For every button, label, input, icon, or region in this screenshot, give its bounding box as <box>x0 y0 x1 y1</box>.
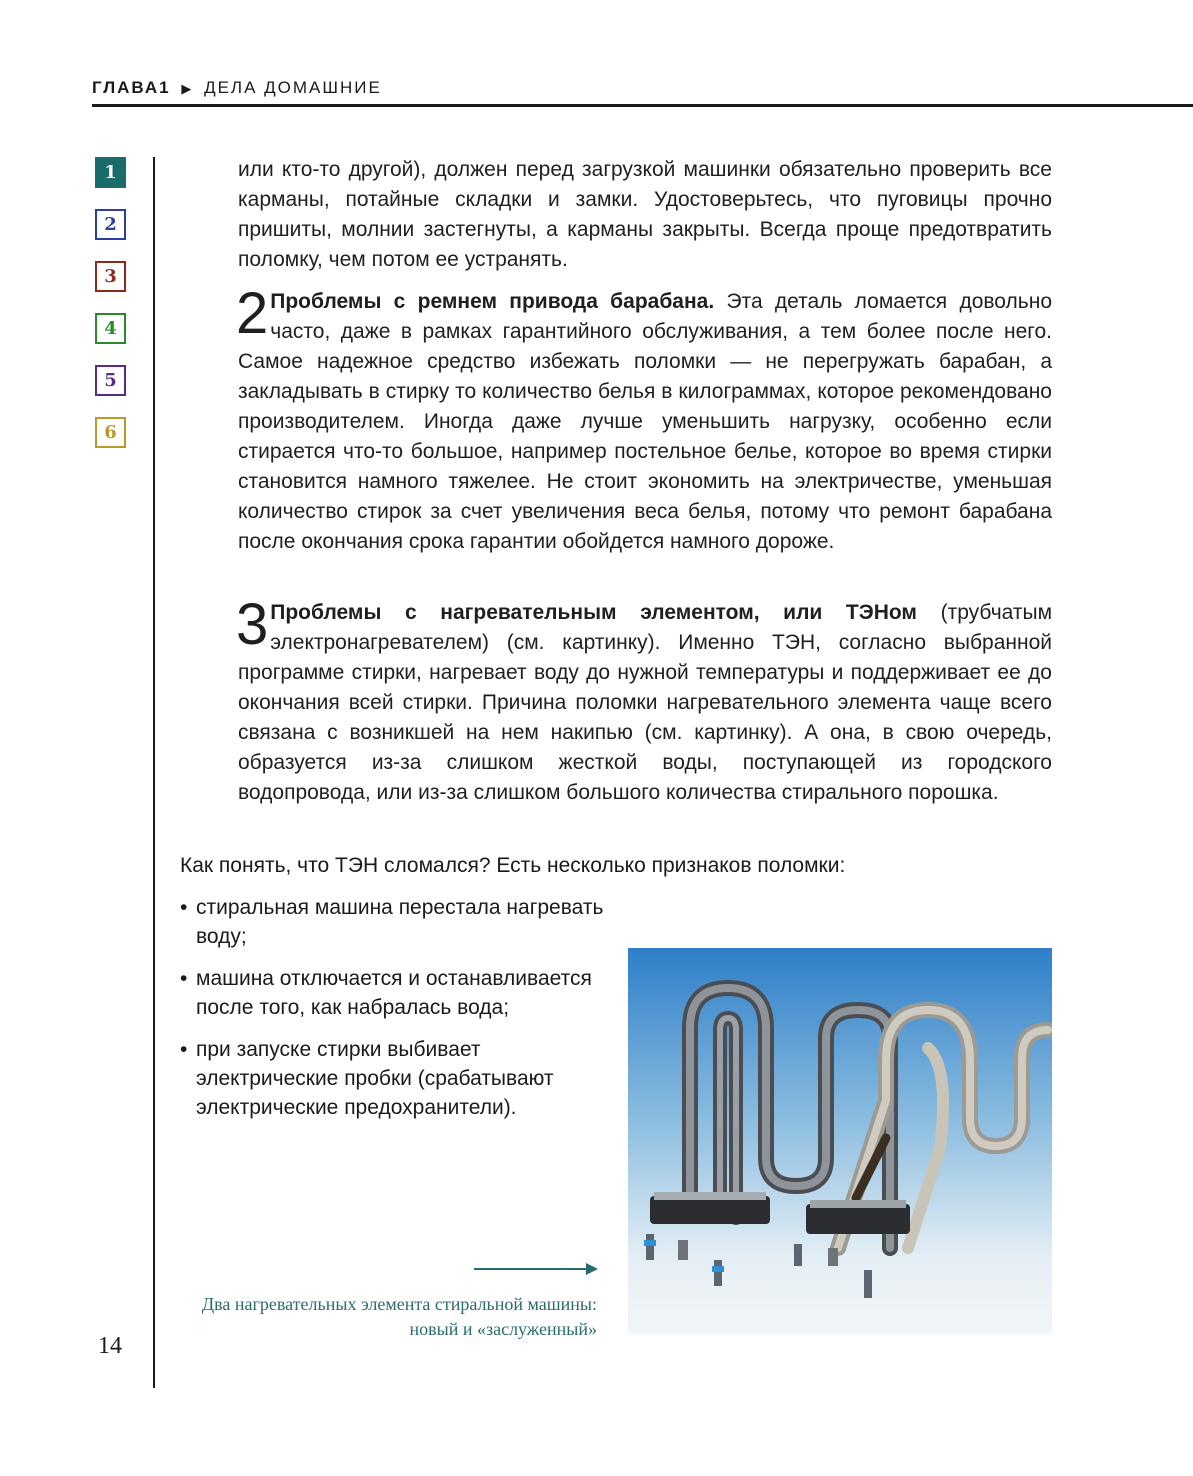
bullet-icon: • <box>180 967 188 990</box>
list-item-text: при запуске стирки выбивает электрические пробки (срабатывают электрические предохранители). <box>196 1038 554 1119</box>
chapter-tab-5[interactable] <box>95 365 126 396</box>
chapter-tab-2[interactable] <box>95 209 126 240</box>
tab-label: 3 <box>104 266 117 287</box>
symptom-list <box>180 893 610 1135</box>
chapter-label: ГЛАВА1 <box>92 78 171 97</box>
paragraph-text: Эта деталь ломается довольно часто, даже в рамках гарантийного обслуживания, а тем более после него. Самое надежное средство избежать поломки — не перегружать барабан, а закладывать в стирку то количество белья в килограммах, которое рекомендовано производителем. Иногда даже лучше уменьшить нагрузку, особенно если стирается что-то большое, например постельное белье, которое во время стирки становится намного тяжелее. Не стоит экономить на электричестве, уменьшая количество стирок за счет увеличения веса белья, потому что ремонт барабана после окончания срока гарантии обойдется намного дороже. <box>238 290 1052 553</box>
page-number: 14 <box>98 1333 122 1359</box>
list-item-text: стиральная машина перестала нагревать воду; <box>196 896 604 948</box>
dropcap-2: 2 <box>236 281 269 346</box>
running-header <box>92 78 382 98</box>
paragraph-lead: Проблемы с нагревательным элементом, или ТЭНом <box>270 601 917 624</box>
paragraph-text: (трубчатым электронагревателем) (см. картинку). Именно ТЭН, согласно выбранной программе стирки, нагревает воду до нужной температуры и поддерживает ее до окончания всей стирки. Причина поломки нагревательного элемента чаще всего связана с возникшей на нем накипью (см. картинку). А она, в свою очередь, образуется из-за слишком жесткой воды, поступающей из городского водопровода, или из-за слишком большого количества стирального порошка. <box>238 601 1053 804</box>
photo-caption: Два нагревательных элемента стиральной машины: новый и «заслуженный» <box>201 1294 597 1339</box>
chapter-tab-1[interactable] <box>95 157 126 188</box>
paragraph-heating-element <box>236 592 1053 808</box>
list-item <box>180 1035 610 1122</box>
chapter-tabs <box>95 157 126 469</box>
tab-label: 4 <box>104 318 117 339</box>
chapter-tab-3[interactable] <box>95 261 126 292</box>
margin-rule <box>153 157 155 1388</box>
tab-label: 1 <box>104 162 117 183</box>
dropcap-3: 3 <box>236 592 269 657</box>
paragraph-lead: Проблемы с ремнем привода барабана. <box>270 290 715 313</box>
list-item <box>180 964 610 1022</box>
list-item <box>180 893 610 951</box>
heating-elements-photo <box>628 948 1052 1334</box>
tab-label: 5 <box>104 370 117 391</box>
header-rule <box>92 104 1193 107</box>
tab-label: 6 <box>104 422 117 443</box>
caption-arrow-icon <box>474 1260 598 1278</box>
paragraph-continuation: или кто-то другой), должен перед загрузкой машинки обязательно проверить все карманы, потайные складки и замки. Удостоверьтесь, что пуговицы прочно пришиты, молнии застегнуты, а карманы закрыты. Всегда проще предотвратить поломку, чем потом ее устранять. <box>238 158 1052 271</box>
list-item-text: машина отключается и останавливается после того, как набралась вода; <box>196 967 592 1019</box>
chapter-tab-4[interactable] <box>95 313 126 344</box>
header-arrow-icon: ▶ <box>181 81 194 96</box>
bullet-icon: • <box>180 1038 188 1061</box>
tab-label: 2 <box>104 214 117 235</box>
section-title: ДЕЛА ДОМАШНИЕ <box>204 78 382 97</box>
paragraph-drum-belt <box>236 281 1052 557</box>
question-line: Как понять, что ТЭН сломался? Есть несколько признаков поломки: <box>180 854 846 877</box>
bullet-icon: • <box>180 896 188 919</box>
chapter-tab-6[interactable] <box>95 417 126 448</box>
